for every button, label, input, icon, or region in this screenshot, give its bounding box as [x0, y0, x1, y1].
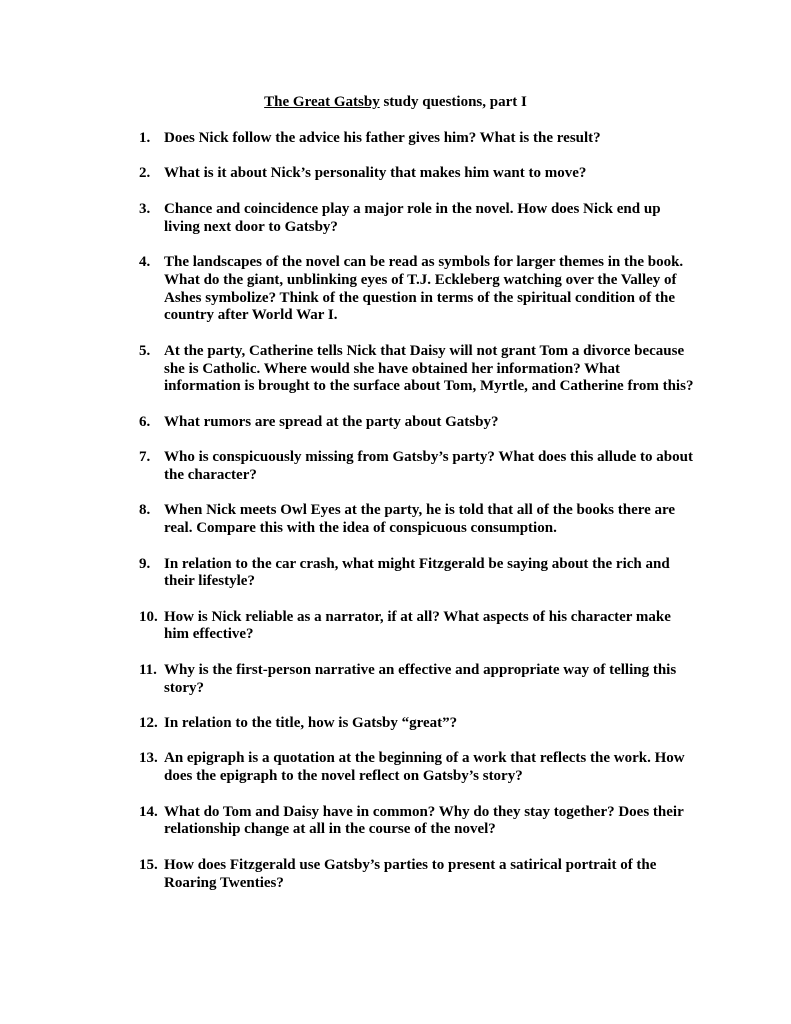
question-number: 15. — [139, 856, 158, 873]
question-number: 2. — [139, 165, 151, 182]
question-item — [139, 750, 699, 786]
question-number: 13. — [139, 750, 158, 767]
question-number: 14. — [139, 803, 158, 820]
question-number: 11. — [139, 661, 157, 678]
question-item — [139, 165, 699, 183]
question-item — [139, 502, 699, 538]
question-list — [139, 130, 699, 910]
question-text: When Nick meets Owl Eyes at the party, he is told that all of the books there are real. Compare this with the idea of conspicuous consumption. — [164, 502, 676, 537]
question-text: Why is the first-person narrative an effective and appropriate way of telling this story? — [164, 661, 677, 696]
question-item — [139, 343, 699, 396]
question-text: What do Tom and Daisy have in common? Why do they stay together? Does their relationship change at all in the course of the novel? — [164, 803, 684, 838]
question-text: Chance and coincidence play a major role in the novel. How does Nick end up living next door to Gatsby? — [164, 200, 661, 235]
question-item — [139, 254, 699, 325]
question-number: 4. — [139, 253, 151, 270]
question-text: Does Nick follow the advice his father gives him? What is the result? — [164, 130, 601, 146]
question-number: 6. — [139, 413, 151, 430]
question-item — [139, 857, 699, 893]
question-item — [139, 414, 699, 432]
question-text: What is it about Nick’s personality that makes him want to move? — [164, 165, 587, 182]
question-item — [139, 804, 699, 840]
question-text: An epigraph is a quotation at the beginning of a work that reflects the work. How does the epigraph to the novel reflect on Gatsby’s story? — [164, 750, 685, 785]
question-number: 12. — [139, 715, 158, 732]
question-item — [139, 609, 699, 645]
title-suffix: study questions, part I — [379, 94, 527, 110]
question-number: 1. — [139, 130, 151, 146]
question-text: How is Nick reliable as a narrator, if at all? What aspects of his character make him effective? — [164, 608, 671, 643]
question-item — [139, 662, 699, 698]
question-item — [139, 715, 699, 733]
question-text: In relation to the car crash, what might Fitzgerald be saying about the rich and their lifestyle? — [164, 555, 670, 590]
question-text: How does Fitzgerald use Gatsby’s parties to present a satirical portrait of the Roaring Twenties? — [164, 856, 657, 891]
question-item — [139, 130, 699, 148]
question-number: 8. — [139, 502, 151, 519]
question-number: 5. — [139, 342, 151, 359]
question-item — [139, 201, 699, 237]
question-item — [139, 449, 699, 485]
question-number: 7. — [139, 449, 151, 466]
book-title: The Great Gatsby — [264, 94, 380, 110]
question-text: What rumors are spread at the party about Gatsby? — [164, 413, 499, 430]
question-text: At the party, Catherine tells Nick that Daisy will not grant Tom a divorce because she is Catholic. Where would she have obtained her information? What information is brought to the surface about Tom, Myrtle, and Catherine from this? — [164, 342, 694, 395]
page-title — [0, 93, 791, 111]
question-text: The landscapes of the novel can be read as symbols for larger themes in the book. What do the giant, unblinking eyes of T.J. Eckleberg watching over the Valley of Ashes symbolize? Think of the question in terms of the spiritual condition of the country after World War I. — [164, 253, 684, 324]
question-item — [139, 556, 699, 592]
question-number: 9. — [139, 555, 151, 572]
question-number: 3. — [139, 200, 151, 217]
question-number: 10. — [139, 608, 158, 625]
question-text: Who is conspicuously missing from Gatsby’s party? What does this allude to about the character? — [164, 449, 693, 483]
question-text: In relation to the title, how is Gatsby “great”? — [164, 715, 458, 732]
